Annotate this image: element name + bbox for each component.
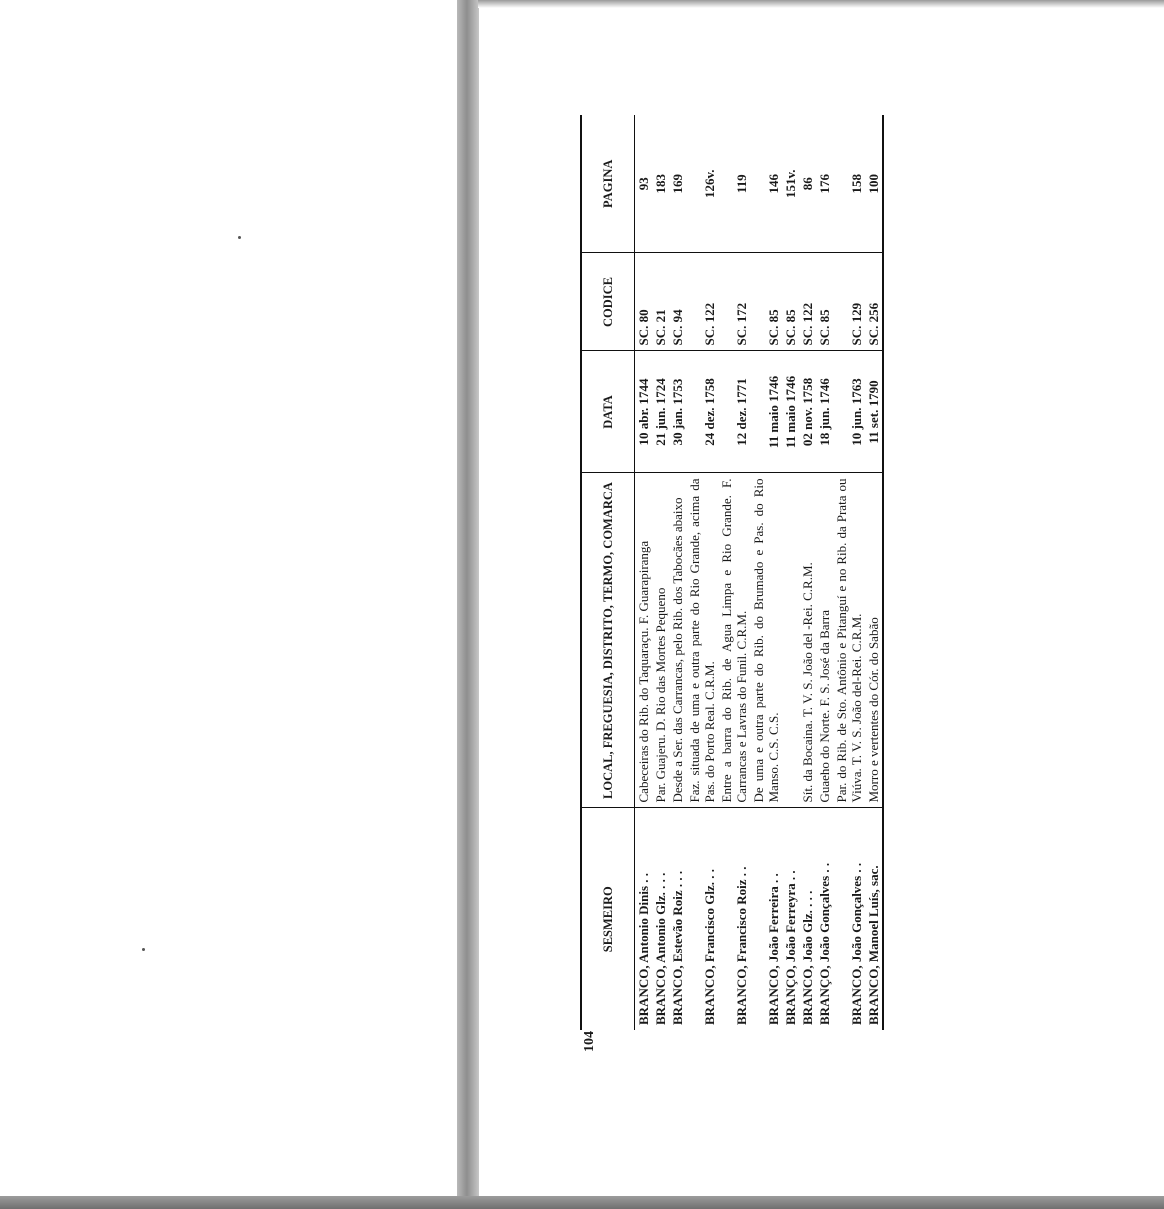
table-row: [816, 115, 833, 1030]
sesmarias-table-rotated: [580, 115, 1120, 1030]
table-row: [865, 115, 883, 1030]
cell-data: 11 maio 1746: [782, 351, 799, 473]
cell-pagina: 169: [669, 115, 686, 253]
page-bottom-edge: [0, 1196, 1164, 1209]
dust-speck: [142, 948, 145, 951]
cell-sesmeiro: BRANCO, João Gonçalves . .: [849, 862, 864, 1025]
sesmarias-table: [580, 115, 884, 1030]
cell-sesmeiro: BRANCO, Francisco Roiz . .: [734, 866, 749, 1025]
cell-codice: SC. 85: [782, 253, 799, 351]
cell-codice: SC. 129: [833, 253, 865, 351]
cell-pagina: 176: [816, 115, 833, 253]
cell-local: Morro e vertentes do Cór. do Sabão: [865, 473, 883, 808]
cell-data: 12 dez. 1771: [718, 351, 750, 473]
cell-codice: SC. 256: [865, 253, 883, 351]
cell-sesmeiro: BRANCO, Antonio Dinis . .: [636, 872, 651, 1025]
table-row: [652, 115, 669, 1030]
cell-codice: SC. 80: [635, 253, 653, 351]
cell-sesmeiro: BRANCO, Antonio Glz. . . .: [653, 872, 668, 1025]
dust-speck: [238, 236, 241, 239]
cell-data: 21 jun. 1724: [652, 351, 669, 473]
cell-data: 24 dez. 1758: [686, 351, 718, 473]
cell-sesmeiro: BRANCO, Francisco Glz. . .: [702, 869, 717, 1025]
cell-data: 18 jun. 1746: [816, 351, 833, 473]
cell-pagina: 183: [652, 115, 669, 253]
cell-local: Par. do Rib. de Sto. Antônio e Pitanguí e no Rib. da Prata ou Viúva. T. V. S. João del-Rei. C.R.M.: [833, 473, 865, 808]
cell-local: Cabeceiras do Rib. do Taquaraçu. F. Guarapiranga: [635, 473, 653, 808]
cell-codice: SC. 122: [686, 253, 718, 351]
cell-local: Faz. situada de uma e outra parte do Rio Grande, acima da Pas. do Porto Real. C.R.M.: [686, 473, 718, 808]
cell-sesmeiro: BRANCO, João Glz. . . .: [800, 890, 815, 1025]
table-row: [833, 115, 865, 1030]
cell-pagina: 158: [833, 115, 865, 253]
cell-codice: SC. 85: [750, 253, 782, 351]
header-codice: CODICE: [581, 253, 635, 351]
cell-sesmeiro: BRANCO, Manoel Luís, sac.: [865, 808, 883, 1030]
cell-pagina: 126v.: [686, 115, 718, 253]
cell-local: De uma e outra parte do Rib. do Brumado e Pas. do Rio Manso. C.S. C.S.: [750, 473, 782, 808]
header-local: LOCAL, FREGUESIA, DISTRITO, TERMO, COMARCA: [581, 473, 635, 808]
cell-pagina: 119: [718, 115, 750, 253]
cell-local: Desde a Ser. das Carrancas, pelo Rib. dos Tabocães abaixo: [669, 473, 686, 808]
table-row: [669, 115, 686, 1030]
cell-data: 02 nov. 1758: [799, 351, 816, 473]
cell-sesmeiro: BRANÇO, João Ferreyra . .: [783, 870, 798, 1025]
cell-codice: SC. 122: [799, 253, 816, 351]
cell-pagina: 86: [799, 115, 816, 253]
cell-sesmeiro: BRANÇO, João Gonçalves . .: [817, 862, 832, 1025]
book-spine: [457, 0, 479, 1200]
cell-codice: SC. 85: [816, 253, 833, 351]
header-pagina: PAGINA: [581, 115, 635, 253]
cell-sesmeiro: BRANCO, Estevão Roiz . . .: [670, 870, 685, 1025]
cell-data: 10 jun. 1763: [833, 351, 865, 473]
cell-codice: SC. 94: [669, 253, 686, 351]
cell-local: [782, 473, 799, 808]
cell-pagina: 146: [750, 115, 782, 253]
cell-pagina: 100: [865, 115, 883, 253]
cell-data: 10 abr. 1744: [635, 351, 653, 473]
cell-data: 30 jan. 1753: [669, 351, 686, 473]
table-row: [782, 115, 799, 1030]
table-row: [686, 115, 718, 1030]
cell-pagina: 93: [635, 115, 653, 253]
cell-local: Guaeho do Norte. F. S. José da Barra: [816, 473, 833, 808]
table-row: [718, 115, 750, 1030]
cell-sesmeiro: BRANCO, João Ferreira . .: [766, 873, 781, 1025]
cell-data: 11 set. 1790: [865, 351, 883, 473]
header-data: DATA: [581, 351, 635, 473]
table-row: [799, 115, 816, 1030]
cell-data: 11 maio 1746: [750, 351, 782, 473]
header-sesmeiro: SESMEIRO: [581, 808, 635, 1030]
cell-local: Par. Guajeru. D. Rio das Mortes Pequeno: [652, 473, 669, 808]
table-header-row: [581, 115, 635, 1030]
page-top-shadow: [478, 0, 1164, 8]
cell-pagina: 151v.: [782, 115, 799, 253]
cell-local: Entre a barra do Rib. de Agua Limpa e Rio Grande. F. Carrancas e Lavras do Funil. C.R.M.: [718, 473, 750, 808]
table-row: [635, 115, 653, 1030]
table-row: [750, 115, 782, 1030]
page-number: 104: [582, 1031, 597, 1052]
cell-codice: SC. 21: [652, 253, 669, 351]
cell-local: Sít. da Bocaina. T. V. S. João del -Rei. C.R.M.: [799, 473, 816, 808]
cell-codice: SC. 172: [718, 253, 750, 351]
